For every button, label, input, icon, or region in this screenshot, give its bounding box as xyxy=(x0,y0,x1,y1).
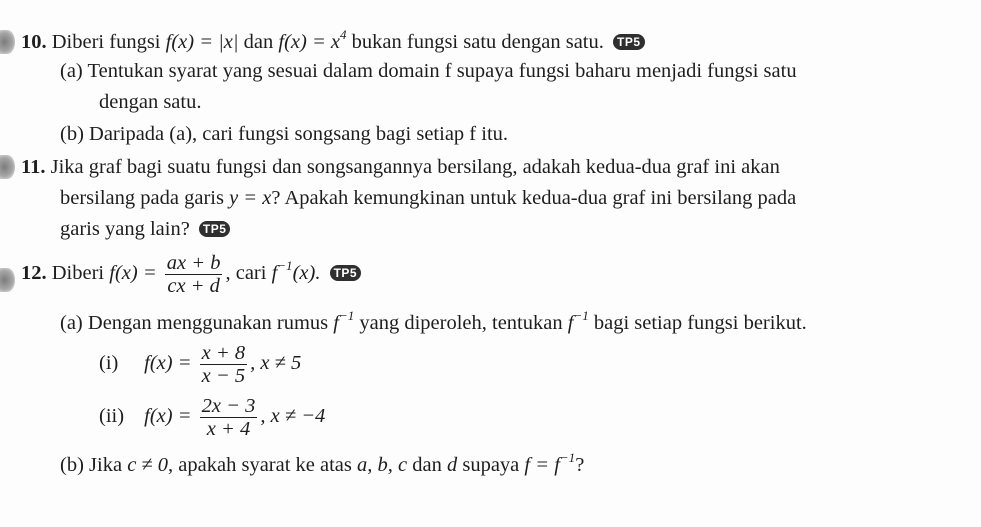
question-11-line1 xyxy=(21,157,780,178)
stem-text: bersilang pada garis xyxy=(60,187,224,209)
fraction-numerator: ax + b xyxy=(166,252,221,274)
math-expression: y = x xyxy=(229,187,272,209)
question-12-part-b xyxy=(60,450,585,476)
part-label: (a) xyxy=(60,60,83,82)
fraction-denominator: x + 4 xyxy=(206,418,251,440)
subpart-label: (ii) xyxy=(99,405,125,428)
domain-condition: , x ≠ 5 xyxy=(250,352,302,375)
question-12-stem xyxy=(21,252,361,297)
fraction xyxy=(165,252,223,297)
tp5-badge: TP5 xyxy=(330,265,362,281)
stem-text: Diberi xyxy=(51,262,105,285)
fraction-numerator: 2x − 3 xyxy=(201,395,256,417)
page-edge-mark xyxy=(0,268,15,292)
question-12-part-a xyxy=(60,308,807,334)
domain-condition: , x ≠ −4 xyxy=(260,405,326,428)
math-expression: f(x) = xyxy=(109,262,157,285)
stem-text: Diberi fungsi xyxy=(51,31,161,53)
stem-text: ? Apakah kemungkinan untuk kedua-dua graf ini bersilang pada xyxy=(271,187,797,209)
page-edge-mark xyxy=(0,30,15,54)
part-text: supaya xyxy=(462,454,520,476)
part-text: ? xyxy=(575,454,585,476)
page-edge-mark xyxy=(0,155,15,179)
question-11-line2 xyxy=(60,188,796,209)
part-text: Jika xyxy=(89,454,123,476)
inverse-notation: $f^{-1}(x)$. xyxy=(271,258,321,285)
subpart-label: (i) xyxy=(99,352,119,375)
question-number: 10. xyxy=(21,31,47,53)
tp5-badge: TP5 xyxy=(199,221,231,237)
part-text: bagi setiap fungsi berikut. xyxy=(593,312,807,334)
part-text: Dengan menggunakan rumus xyxy=(87,312,329,334)
part-label: (b) xyxy=(60,454,84,476)
stem-text: Jika graf bagi suatu fungsi dan songsangannya bersilang, adakah kedua-dua graf ini akan xyxy=(50,156,780,178)
part-text: Daripada (a), cari fungsi songsang bagi setiap f itu. xyxy=(89,123,509,145)
question-10-part-a-cont: dengan satu. xyxy=(99,91,202,113)
inverse-notation: $f^{-1}$ xyxy=(333,308,355,334)
question-10-stem xyxy=(21,27,645,53)
part-text: yang diperoleh, tentukan xyxy=(359,312,563,334)
stem-text: , cari xyxy=(225,262,267,285)
question-11-line3 xyxy=(60,219,230,240)
fraction xyxy=(200,395,258,440)
fraction-denominator: x − 5 xyxy=(201,365,246,387)
part-text: dan xyxy=(412,454,442,476)
fraction xyxy=(200,342,247,387)
part-text: , apakah syarat ke atas xyxy=(168,454,352,476)
math-expression: $f = f^{-1}$ xyxy=(524,450,576,476)
stem-text: garis yang lain? xyxy=(60,218,190,240)
question-12-part-a-i xyxy=(99,342,301,387)
math-expression: f(x) = xyxy=(144,405,192,428)
part-label: (b) xyxy=(60,123,84,145)
tp5-badge: TP5 xyxy=(613,34,645,50)
question-number: 11. xyxy=(21,156,46,178)
fraction-denominator: cx + d xyxy=(167,275,220,297)
math-expression: a, b, c xyxy=(357,454,408,476)
math-expression: $f(x) = x^4$ xyxy=(278,27,347,53)
math-expression: f(x) = |x| xyxy=(165,31,239,53)
math-expression: d xyxy=(446,454,458,476)
part-label: (a) xyxy=(60,312,83,334)
math-expression: f(x) = xyxy=(144,352,192,375)
stem-text: bukan fungsi satu dengan satu. xyxy=(351,31,604,53)
math-expression: c ≠ 0 xyxy=(127,454,169,476)
fraction-numerator: x + 8 xyxy=(201,342,246,364)
question-10-part-b xyxy=(60,124,508,145)
question-12-part-a-ii xyxy=(99,395,325,440)
question-number: 12. xyxy=(21,262,47,285)
stem-text: dan xyxy=(243,31,274,53)
part-text: Tentukan syarat yang sesuai dalam domain f supaya fungsi baharu menjadi fungsi satu xyxy=(87,60,797,82)
question-10-part-a xyxy=(60,61,797,82)
inverse-notation: $f^{-1}$ xyxy=(567,308,589,334)
